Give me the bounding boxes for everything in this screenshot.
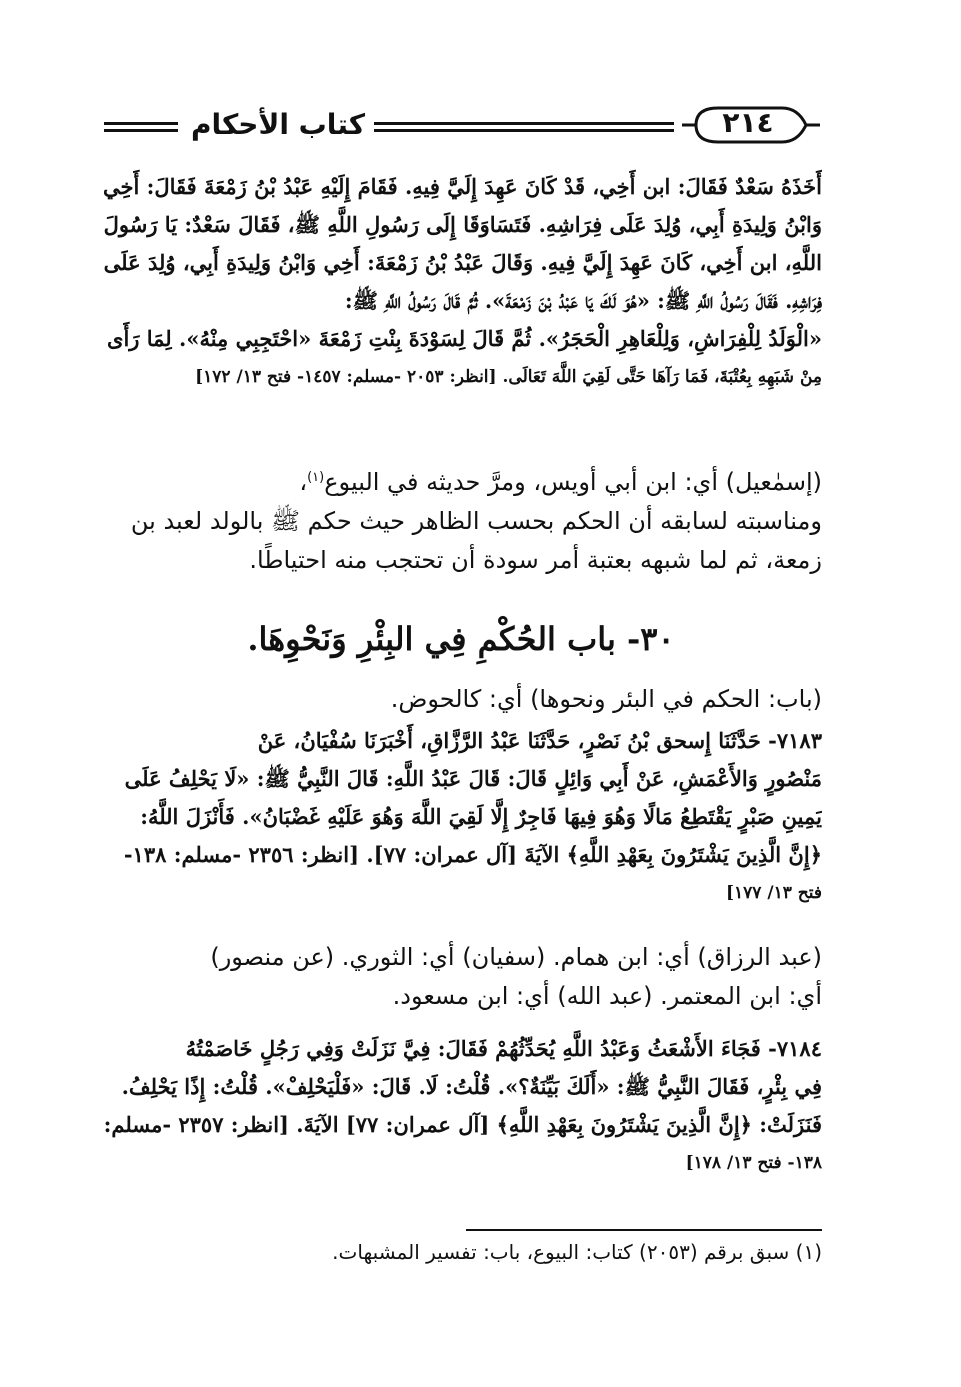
page-header bbox=[104, 102, 820, 152]
commentary-line: (باب: الحكم في البئر ونحوها) أي: كالحوض. bbox=[390, 685, 822, 713]
chapter-commentary bbox=[100, 680, 822, 719]
hadith-line: «الْوَلَدُ لِلْفِرَاشِ، وَلِلْعَاهِرِ الْحَجَرُ». ثُمَّ قَالَ لِسَوْدَةَ بِنْتِ زَمْعَةَ «احْتَجِبِي مِنْهُ». لِمَا رَأَى bbox=[107, 326, 822, 351]
hadith-7184 bbox=[100, 1030, 822, 1182]
hadith-line: فِرَاشِهِ. فَقَالَ رَسُولُ اللَّهِ ﷺ: «هُوَ لَكَ يَا عَبْدُ بْنَ زَمْعَةَ». ثُمَّ قَالَ رَسُولُ اللَّهِ ﷺ: bbox=[344, 288, 822, 313]
hadith-line: ﴿إِنَّ الَّذِينَ يَشْتَرُونَ بِعَهْدِ اللَّهِ﴾ الآيَةَ [آل عمران: ٧٧]. [انظر: ٢٣٥٦ -مسلم: ١٣٨- bbox=[123, 842, 822, 867]
book-title: كتاب الأحكام bbox=[190, 108, 366, 141]
commentary-block-2 bbox=[100, 938, 822, 1016]
footnote-separator bbox=[466, 1229, 822, 1231]
hadith-line: ٧١٨٣- حَدَّثَنَا إِسحق بْنُ نَصْرٍ، حَدَّثَنَا عَبْدُ الرَّزَّاقِ، أَخْبَرَنَا سُفْيَانُ، عَنْ bbox=[257, 728, 822, 753]
chapter-heading: ٣٠- باب الحُكْمِ فِي البِئْرِ وَنَحْوِهَا. bbox=[247, 620, 675, 658]
hadith-line: فَنَزَلَتْ: ﴿إِنَّ الَّذِينَ يَشْتَرُونَ بِعَهْدِ اللَّهِ﴾ [آل عمران: ٧٧] الآيَةَ. [انظر: ٢٣٥٧ -مسلم: bbox=[103, 1112, 822, 1137]
hadith-line: يَمِينِ صَبْرٍ يَقْتَطِعُ مَالًا وَهُوَ فِيهَا فَاجِرٌ إِلَّا لَقِيَ اللَّهَ وَهُوَ عَلَيْهِ غَضْبَانُ». فَأَنْزَلَ اللَّهُ: bbox=[140, 804, 822, 829]
commentary-line: ومناسبته لسابقه أن الحكم بحسب الظاهر حيث حكم ﷺ بالولد لعبد بن bbox=[130, 507, 822, 535]
hadith-continuation bbox=[100, 168, 822, 396]
commentary-line: أي: ابن المعتمر. (عبد الله) أي: ابن مسعود. bbox=[392, 982, 822, 1010]
footnote: (١) سبق برقم (٢٠٥٣) كتاب: البيوع، باب: تفسير المشبهات. bbox=[332, 1240, 822, 1264]
hadith-7183 bbox=[100, 722, 822, 912]
hadith-line: أَخَذَهُ سَعْدٌ فَقَالَ: ابن أَخِي، قَدْ كَانَ عَهِدَ إِلَيَّ فِيهِ. فَقَامَ إِلَيْهِ عَبْدُ بْنُ زَمْعَةَ فَقَالَ: أَخِي bbox=[103, 174, 822, 199]
hadith-line: فِي بِئْرٍ، فَقَالَ النَّبِيُّ ﷺ: «أَلَكَ بَيِّنَةٌ؟». قُلْتُ: لَا. قَالَ: «فَلْيَحْلِفْ». قُلْتُ: إِذًا يَحْلِفُ. bbox=[121, 1074, 822, 1099]
commentary-line: (عبد الرزاق) أي: ابن همام. (سفيان) أي: الثوري. (عن منصور) bbox=[210, 943, 822, 971]
commentary-line: (إسمٰعيل) أي: ابن أبي أويس، ومرَّ حديثه في البيوع$^{(١)}$، bbox=[299, 468, 822, 496]
hadith-line: ١٣٨- فتح ١٣/ ١٧٨] bbox=[685, 1153, 822, 1173]
commentary-block bbox=[100, 458, 822, 580]
hadith-line: فتح ١٣/ ١٧٧] bbox=[725, 883, 822, 903]
hadith-line: مَنْصُورٍ وَالأَعْمَشِ، عَنْ أَبِي وَائِلٍ قَالَ: قَالَ عَبْدُ اللَّهِ: قَالَ النَّبِيُّ ﷺ: «لَا يَحْلِفُ عَلَى bbox=[124, 766, 822, 791]
header-rule-middle bbox=[374, 122, 674, 132]
page-number-frame bbox=[682, 102, 820, 148]
commentary-line: زمعة، ثم لما شبهه بعتبة أمر سودة أن تحتجب منه احتياطًا. bbox=[249, 546, 822, 574]
footnote-marker[interactable]: (١) bbox=[307, 470, 325, 485]
header-rule-left bbox=[104, 122, 178, 132]
page-number: ٢١٤ bbox=[722, 106, 774, 139]
hadith-line: مِنْ شَبَهِهِ بِعُتْبَةَ، فَمَا رَآهَا حَتَّى لَقِيَ اللَّهَ تَعَالَى. [انظر: ٢٠٥٣ -مسلم: ١٤٥٧- فتح ١٣/ ١٧٢] bbox=[195, 367, 822, 387]
hadith-line: ٧١٨٤- فَجَاءَ الأَشْعَثُ وَعَبْدُ اللَّهِ يُحَدِّثُهُمْ فَقَالَ: فِيَّ نَزَلَتْ وَفِي رَجُلٍ خَاصَمْتُهُ bbox=[185, 1036, 822, 1061]
hadith-line: وَابْنُ وَلِيدَةِ أَبِي، وُلِدَ عَلَى فِرَاشِهِ. فَتَسَاوَقَا إِلَى رَسُولِ اللَّهِ ﷺ، فَقَالَ سَعْدٌ: يَا رَسُولَ bbox=[103, 212, 822, 237]
hadith-line: اللَّهِ، ابن أَخِي، كَانَ عَهِدَ إِلَيَّ فِيهِ. وَقَالَ عَبْدُ بْنُ زَمْعَةَ: أَخِي وَابْنُ وَلِيدَةِ أَبِي، وُلِدَ عَلَى bbox=[103, 250, 822, 275]
